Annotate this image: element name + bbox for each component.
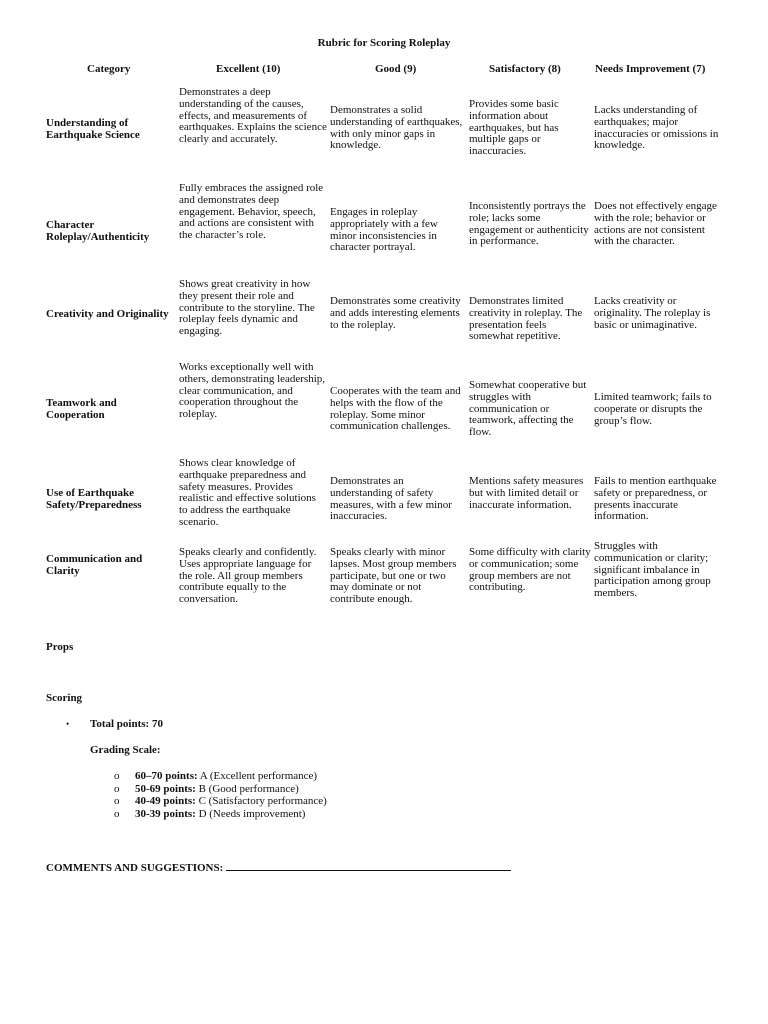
table-cell: Somewhat cooperative but struggles with communication or teamwork, affecting the flow. (469, 379, 587, 439)
header-satisfactory: Satisfactory (8) (489, 63, 561, 75)
circle-bullet-icon: o (114, 795, 120, 808)
table-cell: Inconsistently portrays the role; lacks some engagement or authenticity in performance. (469, 200, 589, 248)
table-cell: Lacks understanding of earthquakes; major inaccuracies or omissions in knowledge. (594, 104, 719, 152)
circle-bullet-icon: o (114, 782, 120, 795)
table-cell: Shows great creativity in how they present their role and contribute to the storyline. The roleplay feels dynamic and engaging. (179, 278, 315, 338)
table-cell: Speaks clearly with minor lapses. Most group members participate, but one or two may dominate or not contribute enough. (330, 546, 457, 606)
row-category-creativity: Creativity and Originality (46, 308, 169, 320)
table-cell: Demonstrates some creativity and adds interesting elements to the roleplay. (330, 295, 461, 331)
table-cell: Limited teamwork; fails to cooperate or disrupts the group’s flow. (594, 391, 712, 427)
table-cell: Demonstrates a solid understanding of earthquakes, with only minor gaps in knowledge. (330, 104, 463, 152)
table-cell: Fully embraces the assigned role and demonstrates deep engagement. Behavior, speech, and actions are consistent with the character’s role. (179, 182, 324, 242)
header-excellent: Excellent (10) (216, 63, 281, 75)
table-cell: Mentions safety measures but with limited detail or inaccurate information. (469, 475, 584, 511)
total-points: Total points: 70 (90, 718, 163, 730)
scale-grade: C (Satisfactory performance) (195, 795, 327, 808)
table-cell: Some difficulty with clarity or communication; some group members are not contributing. (469, 546, 591, 594)
page-title: Rubric for Scoring Roleplay (317, 37, 451, 49)
table-cell: Does not effectively engage with the role; behavior or actions are not consistent with the character. (594, 200, 717, 248)
scoring-label: Scoring (46, 692, 83, 704)
table-cell: Shows clear knowledge of earthquake preparedness and safety measures. Provides realistic and effective solutions to address the earthquake scenario. (179, 457, 316, 528)
table-cell: Works exceptionally well with others, demonstrating leadership, clear communication, and cooperation throughout the roleplay. (179, 361, 326, 421)
row-category-understanding: Understanding of Earthquake Science (46, 117, 140, 141)
table-cell: Demonstrates limited creativity in roleplay. The presentation feels somewhat repetitive. (469, 295, 583, 343)
scale-points: 60–70 points: (135, 770, 198, 782)
row-category-safety: Use of Earthquake Safety/Preparedness (46, 487, 142, 511)
circle-bullet-icon: o (114, 770, 120, 782)
scale-grade: D (Needs improvement) (195, 807, 306, 820)
header-good: Good (9) (375, 63, 417, 75)
scale-grade: A (Excellent performance) (197, 770, 318, 782)
scale-points: 50-69 points: (135, 782, 196, 795)
props-label: Props (46, 641, 74, 653)
table-cell: Engages in roleplay appropriately with a few minor inconsistencies in character portrayal. (330, 206, 438, 254)
bullet-icon: • (66, 719, 70, 729)
comments-label: COMMENTS AND SUGGESTIONS: (46, 862, 224, 874)
comments-section (46, 860, 511, 874)
row-category-roleplay: Character Roleplay/Authenticity (46, 219, 150, 243)
grading-scale-label: Grading Scale: (90, 744, 161, 756)
row-category-teamwork: Teamwork and Cooperation (46, 397, 117, 421)
table-cell: Lacks creativity or originality. The roleplay is basic or unimaginative. (594, 295, 711, 331)
table-cell: Cooperates with the team and helps with the flow of the roleplay. Some minor communication challenges. (330, 385, 461, 433)
table-cell: Struggles with communication or clarity; significant imbalance in participation among group members. (594, 540, 711, 600)
row-category-communication: Communication and Clarity (46, 553, 143, 577)
table-cell: Speaks clearly and confidently. Uses appropriate language for the role. All group members contribute equally to the conversation. (179, 546, 317, 606)
table-cell: Demonstrates a deep understanding of the causes, effects, and measurements of earthquakes. Explains the science clearly and accurately. (179, 86, 327, 146)
circle-bullet-icon: o (114, 807, 120, 820)
header-needs-improvement: Needs Improvement (7) (595, 63, 706, 75)
table-cell: Fails to mention earthquake safety or preparedness, or presents inaccurate information. (594, 475, 717, 523)
scale-points: 30-39 points: (135, 807, 196, 820)
table-cell: Demonstrates an understanding of safety measures, with a few minor inaccuracies. (330, 475, 452, 523)
scale-grade: B (Good performance) (195, 782, 299, 795)
comments-input-line[interactable] (226, 860, 511, 871)
header-category: Category (87, 63, 131, 75)
scale-points: 40-49 points: (135, 795, 196, 808)
table-cell: Provides some basic information about earthquakes, but has multiple gaps or inaccuracies. (469, 98, 559, 158)
